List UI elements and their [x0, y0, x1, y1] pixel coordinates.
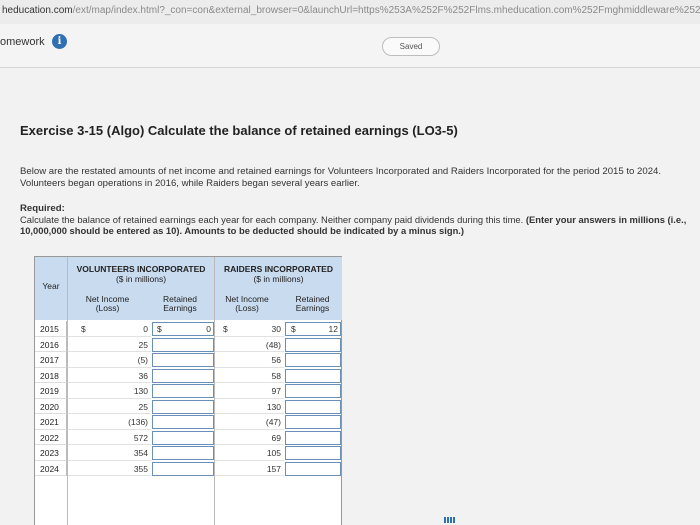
raiders-re-header: Retained Earnings — [295, 294, 330, 313]
required-note: (Enter your answers in millions (i.e., 10,000,000 should be entered as 10). Amounts to be deducted should be indicated by a minus sign.) — [20, 214, 687, 236]
volunteers-retained-earnings-input[interactable] — [152, 400, 214, 414]
raiders-net-income: 56 — [215, 352, 284, 368]
required-text: Calculate the balance of retained earnings each year for each company. Neither company paid dividends during this time. — [20, 214, 524, 225]
exercise-description: Below are the restated amounts of net income and retained earnings for Volunteers Incorporated and Raiders Incorporated for the period 2015 to 2024. Volunteers began operations in 2016, while Raiders began several years earlier. — [20, 166, 662, 189]
required-instructions — [20, 214, 690, 236]
required-heading: Required: — [20, 203, 65, 214]
row-year: 2019 — [35, 383, 67, 399]
url-domain: heducation.com — [2, 5, 73, 16]
volunteers-title: VOLUNTEERS INCORPORATED — [76, 264, 206, 274]
row-year: 2017 — [35, 352, 67, 368]
raiders-income-header: Net Income (Loss) — [225, 294, 269, 313]
volunteers-net-income: 354 — [68, 445, 151, 461]
volunteers-net-income: (136) — [68, 414, 151, 430]
row-year: 2021 — [35, 414, 67, 430]
volunteers-retained-earnings-input[interactable] — [152, 353, 214, 367]
raiders-net-income: 97 — [215, 383, 284, 399]
currency-symbol: $ — [81, 324, 86, 334]
saved-status-button[interactable]: Saved — [382, 37, 440, 56]
raiders-net-income: 30 — [215, 321, 284, 337]
raiders-retained-earnings-input[interactable] — [285, 338, 341, 352]
row-year: 2020 — [35, 399, 67, 415]
retained-earnings-table — [34, 256, 342, 525]
raiders-title: RAIDERS INCORPORATED — [224, 264, 333, 274]
column-divider — [67, 257, 68, 525]
row-year: 2022 — [35, 430, 67, 446]
row-year: 2018 — [35, 368, 67, 384]
assignment-topbar — [0, 24, 700, 68]
raiders-net-income: (47) — [215, 414, 284, 430]
volunteers-retained-earnings-input[interactable] — [152, 462, 214, 476]
volunteers-net-income: 25 — [68, 399, 151, 415]
volunteers-retained-earnings-input[interactable] — [152, 369, 214, 383]
volunteers-income-header: Net Income (Loss) — [85, 294, 130, 313]
column-divider — [214, 257, 215, 525]
homework-label: omework — [0, 36, 45, 48]
raiders-retained-earnings-input[interactable] — [285, 431, 341, 445]
raiders-unit: ($ in millions) — [253, 274, 304, 284]
volunteers-unit: ($ in millions) — [115, 274, 167, 284]
volunteers-net-income: 572 — [68, 430, 151, 446]
grid-menu-icon[interactable] — [444, 517, 456, 523]
volunteers-retained-earnings-input[interactable] — [152, 415, 214, 429]
raiders-retained-earnings-input[interactable] — [285, 400, 341, 414]
info-icon[interactable]: i — [52, 34, 67, 49]
raiders-net-income: 105 — [215, 445, 284, 461]
currency-symbol: $ — [157, 324, 162, 334]
volunteers-net-income: 36 — [68, 368, 151, 384]
volunteers-retained-earnings-input[interactable] — [152, 446, 214, 460]
volunteers-retained-earnings-input[interactable] — [152, 384, 214, 398]
raiders-net-income: 58 — [215, 368, 284, 384]
volunteers-retained-earnings-input[interactable] — [152, 431, 214, 445]
exercise-title: Exercise 3-15 (Algo) Calculate the balance of retained earnings (LO3-5) — [20, 123, 458, 138]
row-year: 2023 — [35, 445, 67, 461]
raiders-net-income: (48) — [215, 337, 284, 353]
row-year: 2015 — [35, 321, 67, 337]
volunteers-net-income: 130 — [68, 383, 151, 399]
volunteers-net-income: 25 — [68, 337, 151, 353]
volunteers-retained-earnings-input[interactable] — [152, 338, 214, 352]
volunteers-net-income: 0 — [68, 321, 151, 337]
raiders-retained-earnings-input[interactable] — [285, 462, 341, 476]
currency-symbol: $ — [223, 324, 228, 334]
volunteers-re-header: Retained Earnings — [162, 294, 198, 313]
raiders-retained-earnings-input[interactable] — [285, 446, 341, 460]
raiders-net-income: 69 — [215, 430, 284, 446]
row-year: 2016 — [35, 337, 67, 353]
question-content — [0, 68, 700, 525]
raiders-retained-earnings-input[interactable] — [285, 369, 341, 383]
raiders-net-income: 130 — [215, 399, 284, 415]
year-column-header: Year — [42, 281, 60, 291]
currency-symbol: $ — [291, 324, 296, 334]
browser-url-bar[interactable] — [0, 0, 700, 24]
url-path: /ext/map/index.html?_con=con&external_browser=0&launchUrl=https%253A%252F%252Flms.mheducation.com%252Fmghmiddleware%252 — [72, 5, 700, 16]
raiders-retained-earnings-input[interactable] — [285, 415, 341, 429]
raiders-retained-earnings-input[interactable] — [285, 384, 341, 398]
row-year: 2024 — [35, 461, 67, 477]
volunteers-net-income: (5) — [68, 352, 151, 368]
raiders-net-income: 157 — [215, 461, 284, 477]
raiders-retained-earnings-input[interactable] — [285, 353, 341, 367]
volunteers-net-income: 355 — [68, 461, 151, 477]
